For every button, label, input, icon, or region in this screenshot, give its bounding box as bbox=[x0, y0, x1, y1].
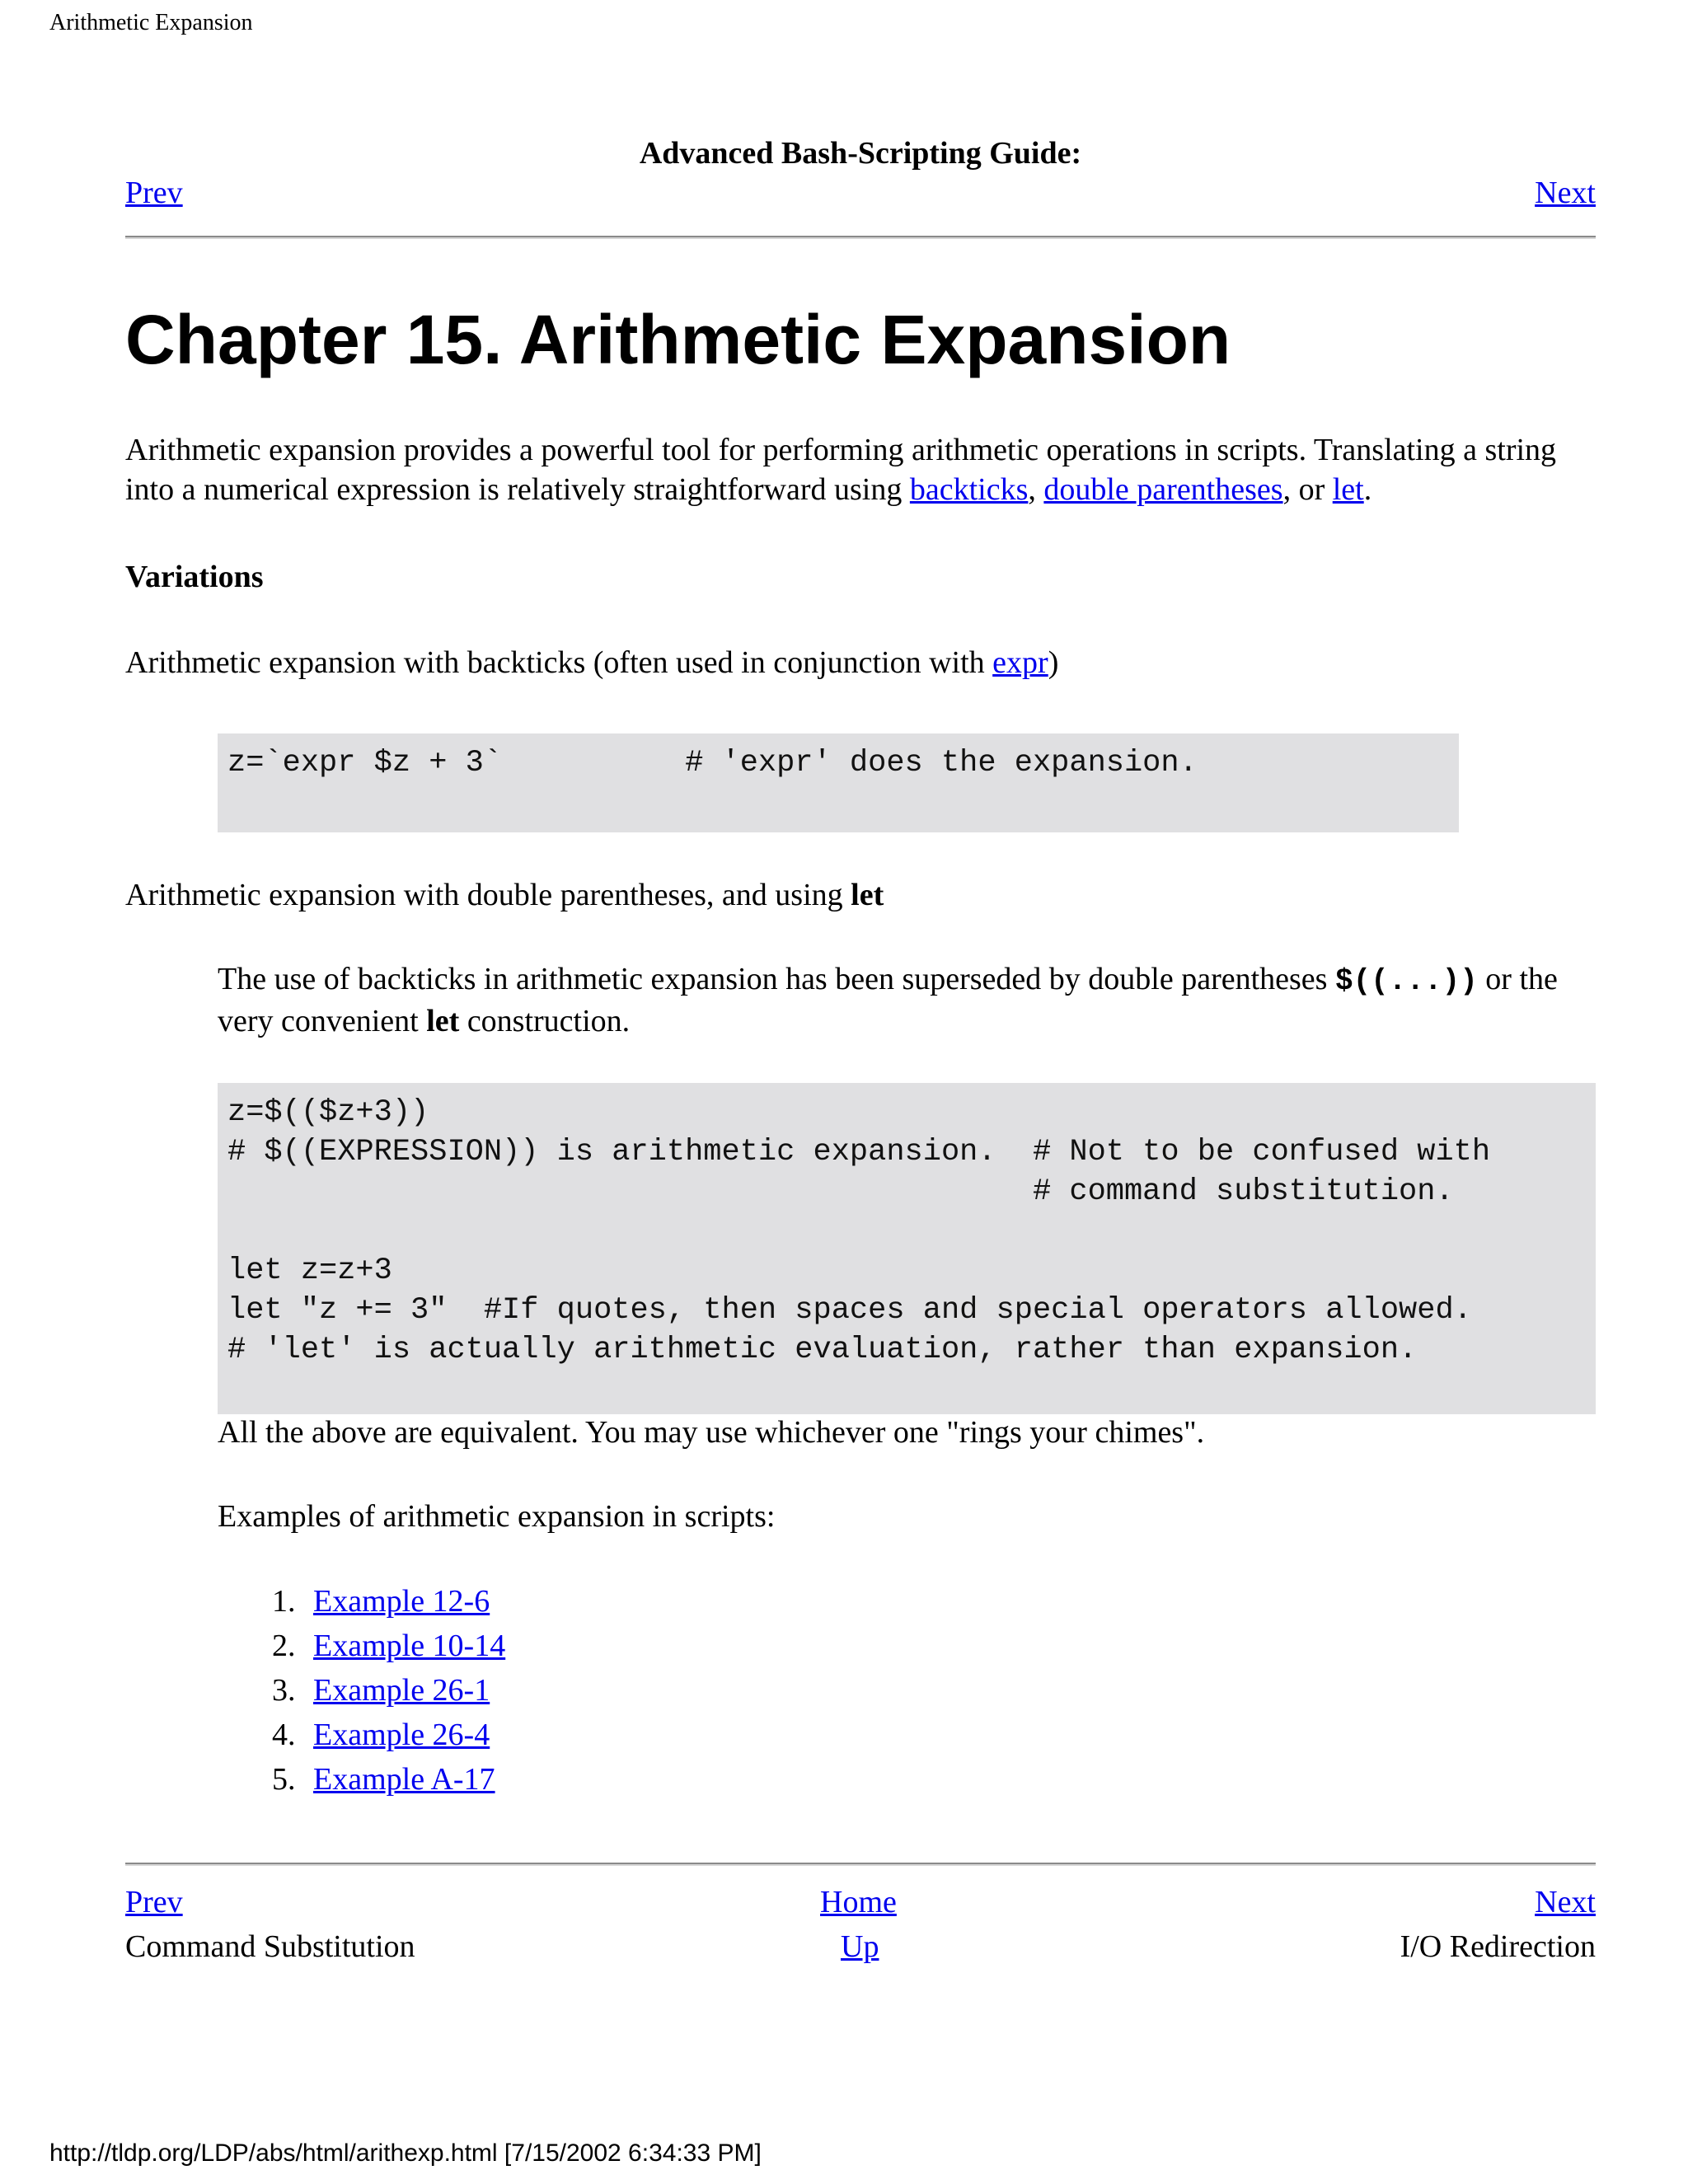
next-link[interactable]: Next bbox=[1535, 176, 1596, 210]
equivalence-note: All the above are equivalent. You may use whichever one "rings your chimes". bbox=[218, 1415, 1205, 1450]
list-item: 3. Example 26-1 bbox=[272, 1673, 490, 1708]
double-parentheses-link[interactable]: double parentheses bbox=[1043, 472, 1283, 507]
inline-code-double-parens: $((...)) bbox=[1334, 964, 1478, 998]
list-item: 2. Example 10-14 bbox=[272, 1629, 506, 1663]
footer-divider bbox=[125, 1863, 1596, 1866]
let-link[interactable]: let bbox=[1332, 472, 1364, 507]
variation-double-parens-text: Arithmetic expansion with double parentheses, and using let bbox=[125, 878, 884, 912]
example-26-4-link[interactable]: Example 26-4 bbox=[313, 1718, 490, 1752]
footer-prev-link[interactable]: Prev bbox=[125, 1885, 183, 1919]
examples-intro: Examples of arithmetic expansion in scripts: bbox=[218, 1499, 776, 1534]
running-head: Arithmetic Expansion bbox=[49, 10, 253, 35]
code-block-backticks: z=`expr $z + 3` # 'expr' does the expansion. bbox=[218, 733, 1459, 832]
intro-paragraph: Arithmetic expansion provides a powerful tool for performing arithmetic operations in scripts. Translating a string into a numerical expression is relatively straightforward using backticks, double parentheses, or let. bbox=[125, 433, 1557, 507]
code-block-double-parens: z=$(($z+3)) # $((EXPRESSION)) is arithmetic expansion. # Not to be confused with # command substitution. let z=z+3 let "z += 3" #If quotes, then spaces and special operators allowed. # 'let' is actually arithmetic evaluation, rather than expansion. bbox=[218, 1083, 1596, 1414]
guide-title: Advanced Bash-Scripting Guide: bbox=[639, 136, 1082, 171]
list-item: 1. Example 12-6 bbox=[272, 1584, 490, 1619]
list-item: 5. Example A-17 bbox=[272, 1762, 495, 1797]
footer-url: http://tldp.org/LDP/abs/html/arithexp.html [7/15/2002 6:34:33 PM] bbox=[49, 2139, 762, 2167]
example-12-6-link[interactable]: Example 12-6 bbox=[313, 1584, 490, 1619]
page-title: Chapter 15. Arithmetic Expansion bbox=[125, 301, 1231, 378]
footer-home-link[interactable]: Home bbox=[820, 1885, 897, 1919]
example-26-1-link[interactable]: Example 26-1 bbox=[313, 1673, 490, 1708]
footer-up-link[interactable]: Up bbox=[841, 1929, 879, 1964]
example-10-14-link[interactable]: Example 10-14 bbox=[313, 1629, 506, 1663]
footer-next-link[interactable]: Next bbox=[1535, 1885, 1596, 1919]
header-divider bbox=[125, 236, 1596, 239]
backticks-link[interactable]: backticks bbox=[909, 472, 1029, 507]
prev-link[interactable]: Prev bbox=[125, 176, 183, 210]
variation-backticks-text: Arithmetic expansion with backticks (often used in conjunction with expr) bbox=[125, 645, 1059, 680]
prev-chapter-title: Command Substitution bbox=[125, 1929, 415, 1964]
double-parens-description: The use of backticks in arithmetic expansion has been superseded by double parentheses $((...)) or the very convenient let construction. bbox=[218, 962, 1558, 1038]
example-a-17-link[interactable]: Example A-17 bbox=[313, 1762, 495, 1797]
next-chapter-title: I/O Redirection bbox=[1400, 1929, 1596, 1964]
list-item: 4. Example 26-4 bbox=[272, 1718, 490, 1752]
examples-list bbox=[218, 1579, 505, 1802]
expr-link[interactable]: expr bbox=[992, 645, 1048, 680]
variations-heading: Variations bbox=[125, 560, 264, 594]
